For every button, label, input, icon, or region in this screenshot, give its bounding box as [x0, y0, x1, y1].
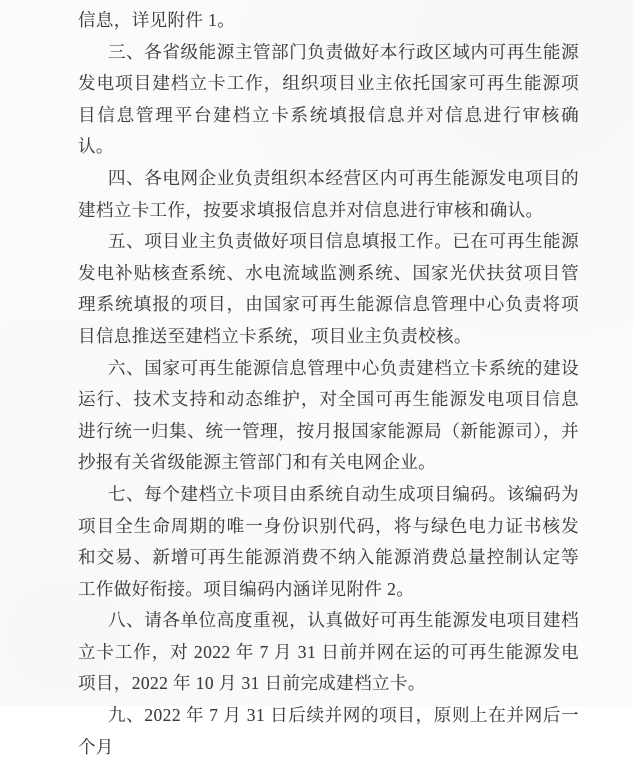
paragraph-item-8: 八、请各单位高度重视，认真做好可再生能源发电项目建档立卡工作，对 2022 年 7 月 31 日前并网在运的可再生能源发电项目，2022 年 10 月 31 日前完成建档立卡。: [78, 610, 579, 694]
paragraph-item-3: 三、各省级能源主管部门负责做好本行政区域内可再生能源发电项目建档立卡工作，组织项目业主依托国家可再生能源项目信息管理平台建档立卡系统填报信息并对信息进行审核确认。: [78, 41, 579, 157]
paragraph-item-7: 七、每个建档立卡项目由系统自动生成项目编码。该编码为项目全生命周期的唯一身份识别代码，将与绿色电力证书核发和交易、新增可再生能源消费不纳入能源消费总量控制认定等工作做好衔接。项目编码内涵详见附件 2。: [78, 483, 579, 599]
paragraph-item-6: 六、国家可再生能源信息管理中心负责建档立卡系统的建设运行、技术支持和动态维护，对全国可再生能源发电项目信息进行统一归集、统一管理，按月报国家能源局（新能源司），并抄报有关省级能源主管部门和有关电网企业。: [78, 357, 579, 473]
paragraph-continuation: 信息，详见附件 1。: [78, 10, 236, 30]
paragraph-item-9: 九、2022 年 7 月 31 日后续并网的项目，原则上在并网后一个月: [78, 705, 579, 757]
paragraph-item-5: 五、项目业主负责做好项目信息填报工作。已在可再生能源发电补贴核查系统、水电流域监测系统、国家光伏扶贫项目管理系统填报的项目，由国家可再生能源信息管理中心负责将项目信息推送至建档立卡系统，项目业主负责校核。: [78, 231, 579, 346]
paragraph-item-4: 四、各电网企业负责组织本经营区内可再生能源发电项目的建档立卡工作，按要求填报信息并对信息进行审核和确认。: [78, 167, 579, 220]
